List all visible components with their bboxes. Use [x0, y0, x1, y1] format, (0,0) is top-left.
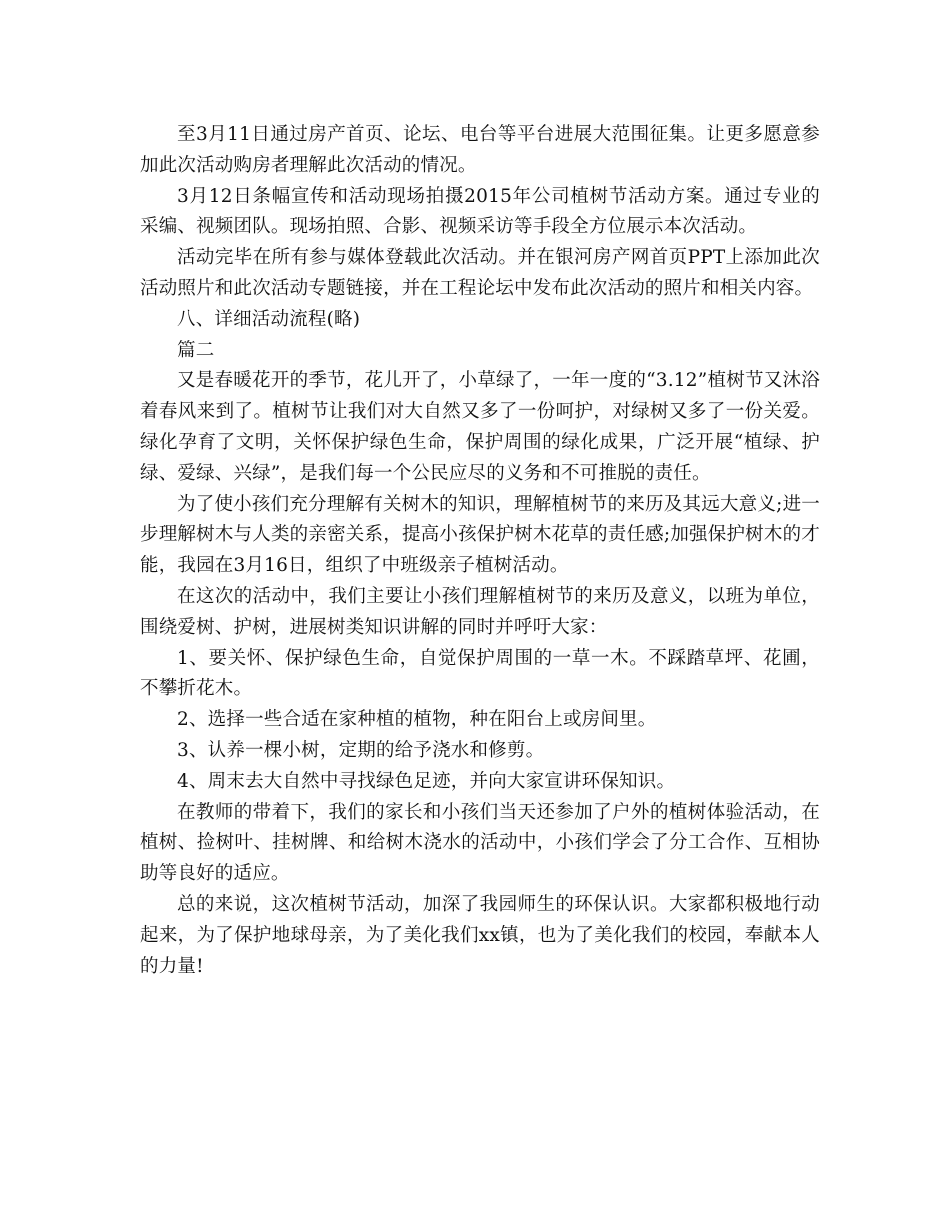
paragraph: 为了使小孩们充分理解有关树木的知识，理解植树节的来历及其远大意义;进一步理解树木与人类的亲密关系，提高小孩保护树木花草的责任感;加强保护树木的才能，我园在3月16日，组织了中班级亲子植树活动。	[140, 493, 820, 577]
list-item: 4、周末去大自然中寻找绿色足迹，并向大家宣讲环保知识。	[177, 770, 676, 792]
list-item: 1、要关怀、保护绿色生命，自觉保护周围的一草一木。不踩踏草坪、花圃，不攀折花木。	[140, 647, 820, 700]
list-item: 2、选择一些合适在家种植的植物，种在阳台上或房间里。	[177, 709, 657, 731]
paragraph: 在这次的活动中，我们主要让小孩们理解植树节的来历及意义，以班为单位，围绕爱树、护树，进展树类知识讲解的同时并呼吁大家：	[140, 585, 820, 638]
list-item: 3、认养一棵小树，定期的给予浇水和修剪。	[177, 739, 545, 761]
paragraph: 至3月11日通过房产首页、论坛、电台等平台进展大范围征集。让更多愿意参加此次活动购房者理解此次活动的情况。	[140, 124, 820, 176]
paragraph: 总的来说，这次植树节活动，加深了我园师生的环保认识。大家都积极地行动起来，为了保护地球母亲，为了美化我们xx镇，也为了美化我们的校园，奉献本人的力量!	[140, 893, 820, 977]
section-heading: 八、详细活动流程(略)	[177, 308, 361, 330]
paragraph: 又是春暖花开的季节，花儿开了，小草绿了，一年一度的“3.12”植树节又沐浴着春风来到了。植树节让我们对大自然又多了一份呵护，对绿树又多了一份关爱。绿化孕育了文明，关怀保护绿色生命，保护周围的绿化成果，广泛开展“植绿、护绿、爱绿、兴绿”，是我们每一个公民应尽的义务和不可推脱的责任。	[140, 370, 820, 484]
paragraph: 在教师的带着下，我们的家长和小孩们当天还参加了户外的植树体验活动，在植树、捡树叶、挂树牌、和给树木浇水的活动中，小孩们学会了分工合作、互相协助等良好的适应。	[140, 801, 820, 885]
paragraph: 活动完毕在所有参与媒体登载此次活动。并在银河房产网首页PPT上添加此次活动照片和此次活动专题链接，并在工程论坛中发布此次活动的照片和相关内容。	[140, 247, 820, 299]
paragraph: 3月12日条幅宣传和活动现场拍摄2015年公司植树节活动方案。通过专业的采编、视频团队。现场拍照、合影、视频采访等手段全方位展示本次活动。	[140, 185, 820, 238]
document-body	[140, 120, 820, 982]
part-heading: 篇二	[177, 339, 215, 361]
